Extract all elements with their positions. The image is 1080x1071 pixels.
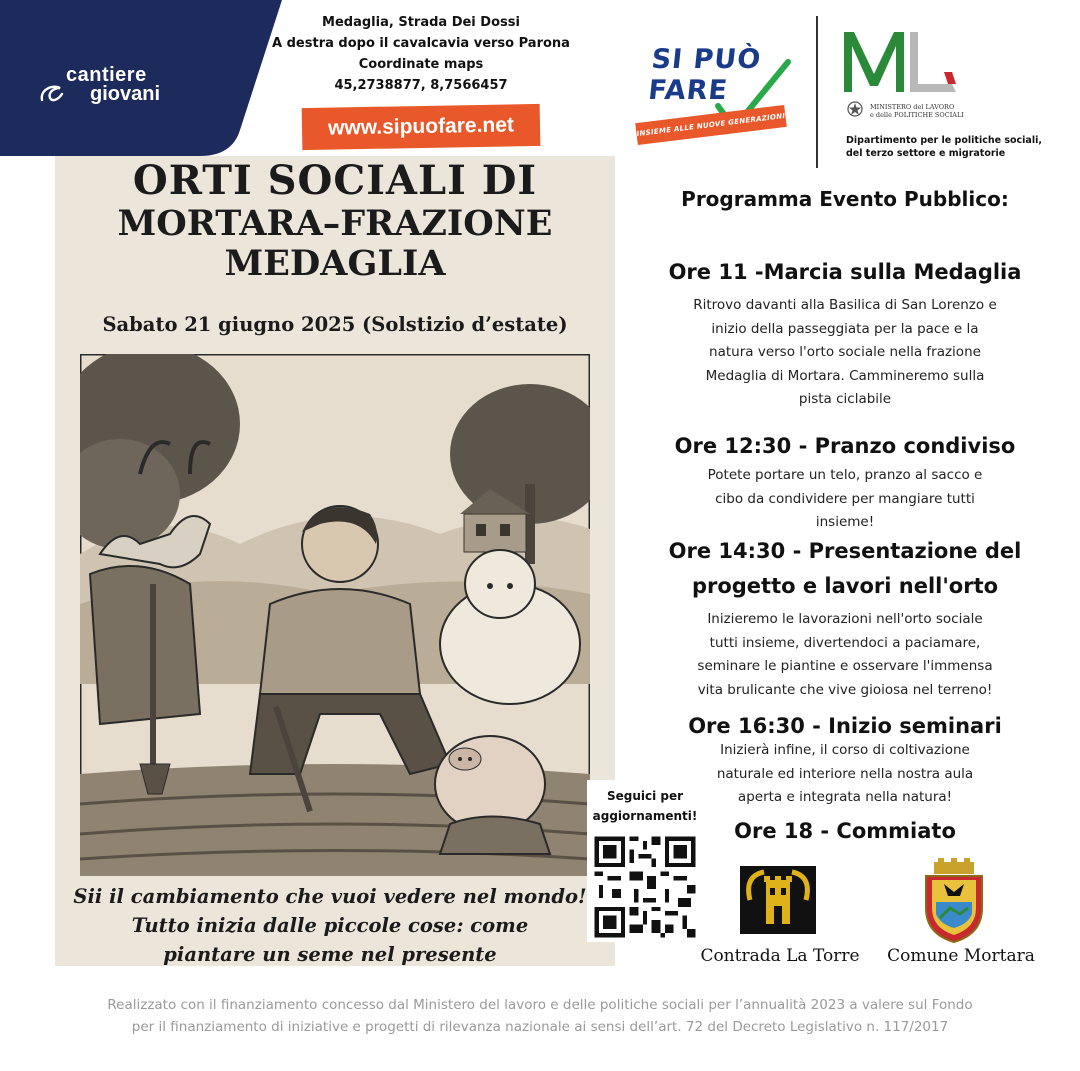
poster-quote-line: Tutto inizia dalle piccole cose: come xyxy=(131,914,529,937)
event-desc-line: Potete portare un telo, pranzo al sacco e xyxy=(707,467,983,483)
address-block xyxy=(262,12,580,96)
ministry-name-line: e delle POLITICHE SOCIALI xyxy=(870,111,964,119)
sipuofare-tagline: INSIEME ALLE NUOVE GENERAZIONI xyxy=(635,105,787,145)
comune-mortara-coat-of-arms xyxy=(920,858,988,944)
ministry-name xyxy=(870,103,964,119)
event-title: Ore 11 -Marcia sulla Medaglia xyxy=(668,260,1022,284)
event-description xyxy=(640,294,1050,412)
poster-quote-line: Sii il cambiamento che vuoi vedere nel mondo! xyxy=(73,885,587,908)
event-title: Ore 16:30 - Inizio seminari xyxy=(688,714,1002,738)
ministry-name-line: MINISTERO del LAVORO xyxy=(870,103,955,111)
farm-illustration xyxy=(80,354,590,876)
department-line: del terzo settore e migratorie xyxy=(846,148,1006,159)
qr-label-line: aggiornamenti! xyxy=(592,809,698,823)
header-divider xyxy=(816,16,818,168)
event-desc-line: inizio della passeggiata per la pace e la xyxy=(711,320,979,337)
event-title-line2: progetto e lavori nell'orto xyxy=(691,574,999,598)
event-desc-line: pista ciclabile xyxy=(798,391,892,407)
poster-title-line: ORTI SOCIALI DI xyxy=(132,157,538,204)
website-link[interactable]: www.sipuofare.net xyxy=(302,104,541,150)
event-description xyxy=(640,464,1050,535)
brand-line1: cantiere xyxy=(66,64,147,86)
cantiere-giovani-logo xyxy=(38,66,160,104)
coordinates: 45,2738877, 8,7566457 xyxy=(334,78,508,93)
contrada-la-torre-name: Contrada La Torre xyxy=(700,946,860,966)
qr-label-line: Seguici per xyxy=(606,789,684,803)
event-desc-line: vita brulicante che vive gioiosa nel terreno! xyxy=(697,681,993,698)
address-line: Coordinate maps xyxy=(358,57,484,72)
event-desc-line: tutti insieme, divertendoci a paciamare, xyxy=(709,634,981,651)
event-desc-line: natura verso l'orto sociale nella frazione xyxy=(709,344,981,360)
event-title: Ore 12:30 - Pranzo condiviso xyxy=(674,434,1016,458)
italian-emblem-icon xyxy=(846,100,864,118)
address-line: Medaglia, Strada Dei Dossi xyxy=(322,15,520,30)
footer-line: per il finanziamento di iniziative e progetti di rilevanza nazionale ai sensi dell’art. 72 del Decreto Legislativo n. 117/2017 xyxy=(131,1019,949,1035)
department-line: Dipartimento per le politiche sociali, xyxy=(846,135,1042,146)
event-desc-line: insieme! xyxy=(815,514,875,530)
department-name xyxy=(846,134,1042,160)
brand-line2: giovani xyxy=(90,83,161,105)
sipuofare-line1: SI PUÒ xyxy=(650,44,763,75)
funding-disclaimer xyxy=(30,994,1050,1038)
poster-title xyxy=(55,158,615,284)
event-desc-line: aperta e integrata nella natura! xyxy=(737,789,953,805)
poster-quote-line: piantare un seme nel presente xyxy=(163,943,497,966)
swirl-icon xyxy=(38,80,68,106)
poster-title-line: MEDAGLIA xyxy=(224,243,446,284)
qr-code[interactable] xyxy=(590,832,700,942)
poster-quote xyxy=(70,882,590,969)
event-desc-line: seminare le piantine e osservare l'immensa xyxy=(697,658,993,674)
pig-figure xyxy=(435,736,550,854)
event-description xyxy=(640,739,1050,810)
event-title: Ore 18 - Commiato xyxy=(734,819,956,843)
event-desc-line: Inizierà infine, il corso di coltivazione xyxy=(720,742,970,758)
contrada-la-torre-logo xyxy=(740,866,816,934)
footer-line: Realizzato con il finanziamento concesso dal Ministero del lavoro e delle politiche sociali per l’annualità 2023 a valere sul Fondo xyxy=(107,997,973,1013)
event-desc-line: Ritrovo davanti alla Basilica di San Lorenzo e xyxy=(693,297,997,313)
event-desc-line: Inizieremo le lavorazioni nell'orto sociale xyxy=(707,611,983,627)
poster-title-line: MORTARA–FRAZIONE xyxy=(117,203,553,244)
event-desc-line: cibo da condividere per mangiare tutti xyxy=(715,490,975,507)
sipuofare-line2: FARE xyxy=(646,75,730,106)
ministry-ml-logo xyxy=(840,26,960,96)
event-desc-line: naturale ed interiore nella nostra aula xyxy=(716,765,974,782)
program-title: Programma Evento Pubblico: xyxy=(681,187,1009,211)
comune-mortara-name: Comune Mortara xyxy=(887,946,1035,966)
sipuofare-wordmark xyxy=(647,44,763,106)
event-description xyxy=(640,608,1050,702)
event-desc-line: Medaglia di Mortara. Cammineremo sulla xyxy=(705,367,985,384)
poster-date: Sabato 21 giugno 2025 (Solstizio d’estate) xyxy=(102,313,568,336)
event-title: Ore 14:30 - Presentazione del xyxy=(668,539,1022,563)
address-line: A destra dopo il cavalcavia verso Parona xyxy=(272,36,570,51)
